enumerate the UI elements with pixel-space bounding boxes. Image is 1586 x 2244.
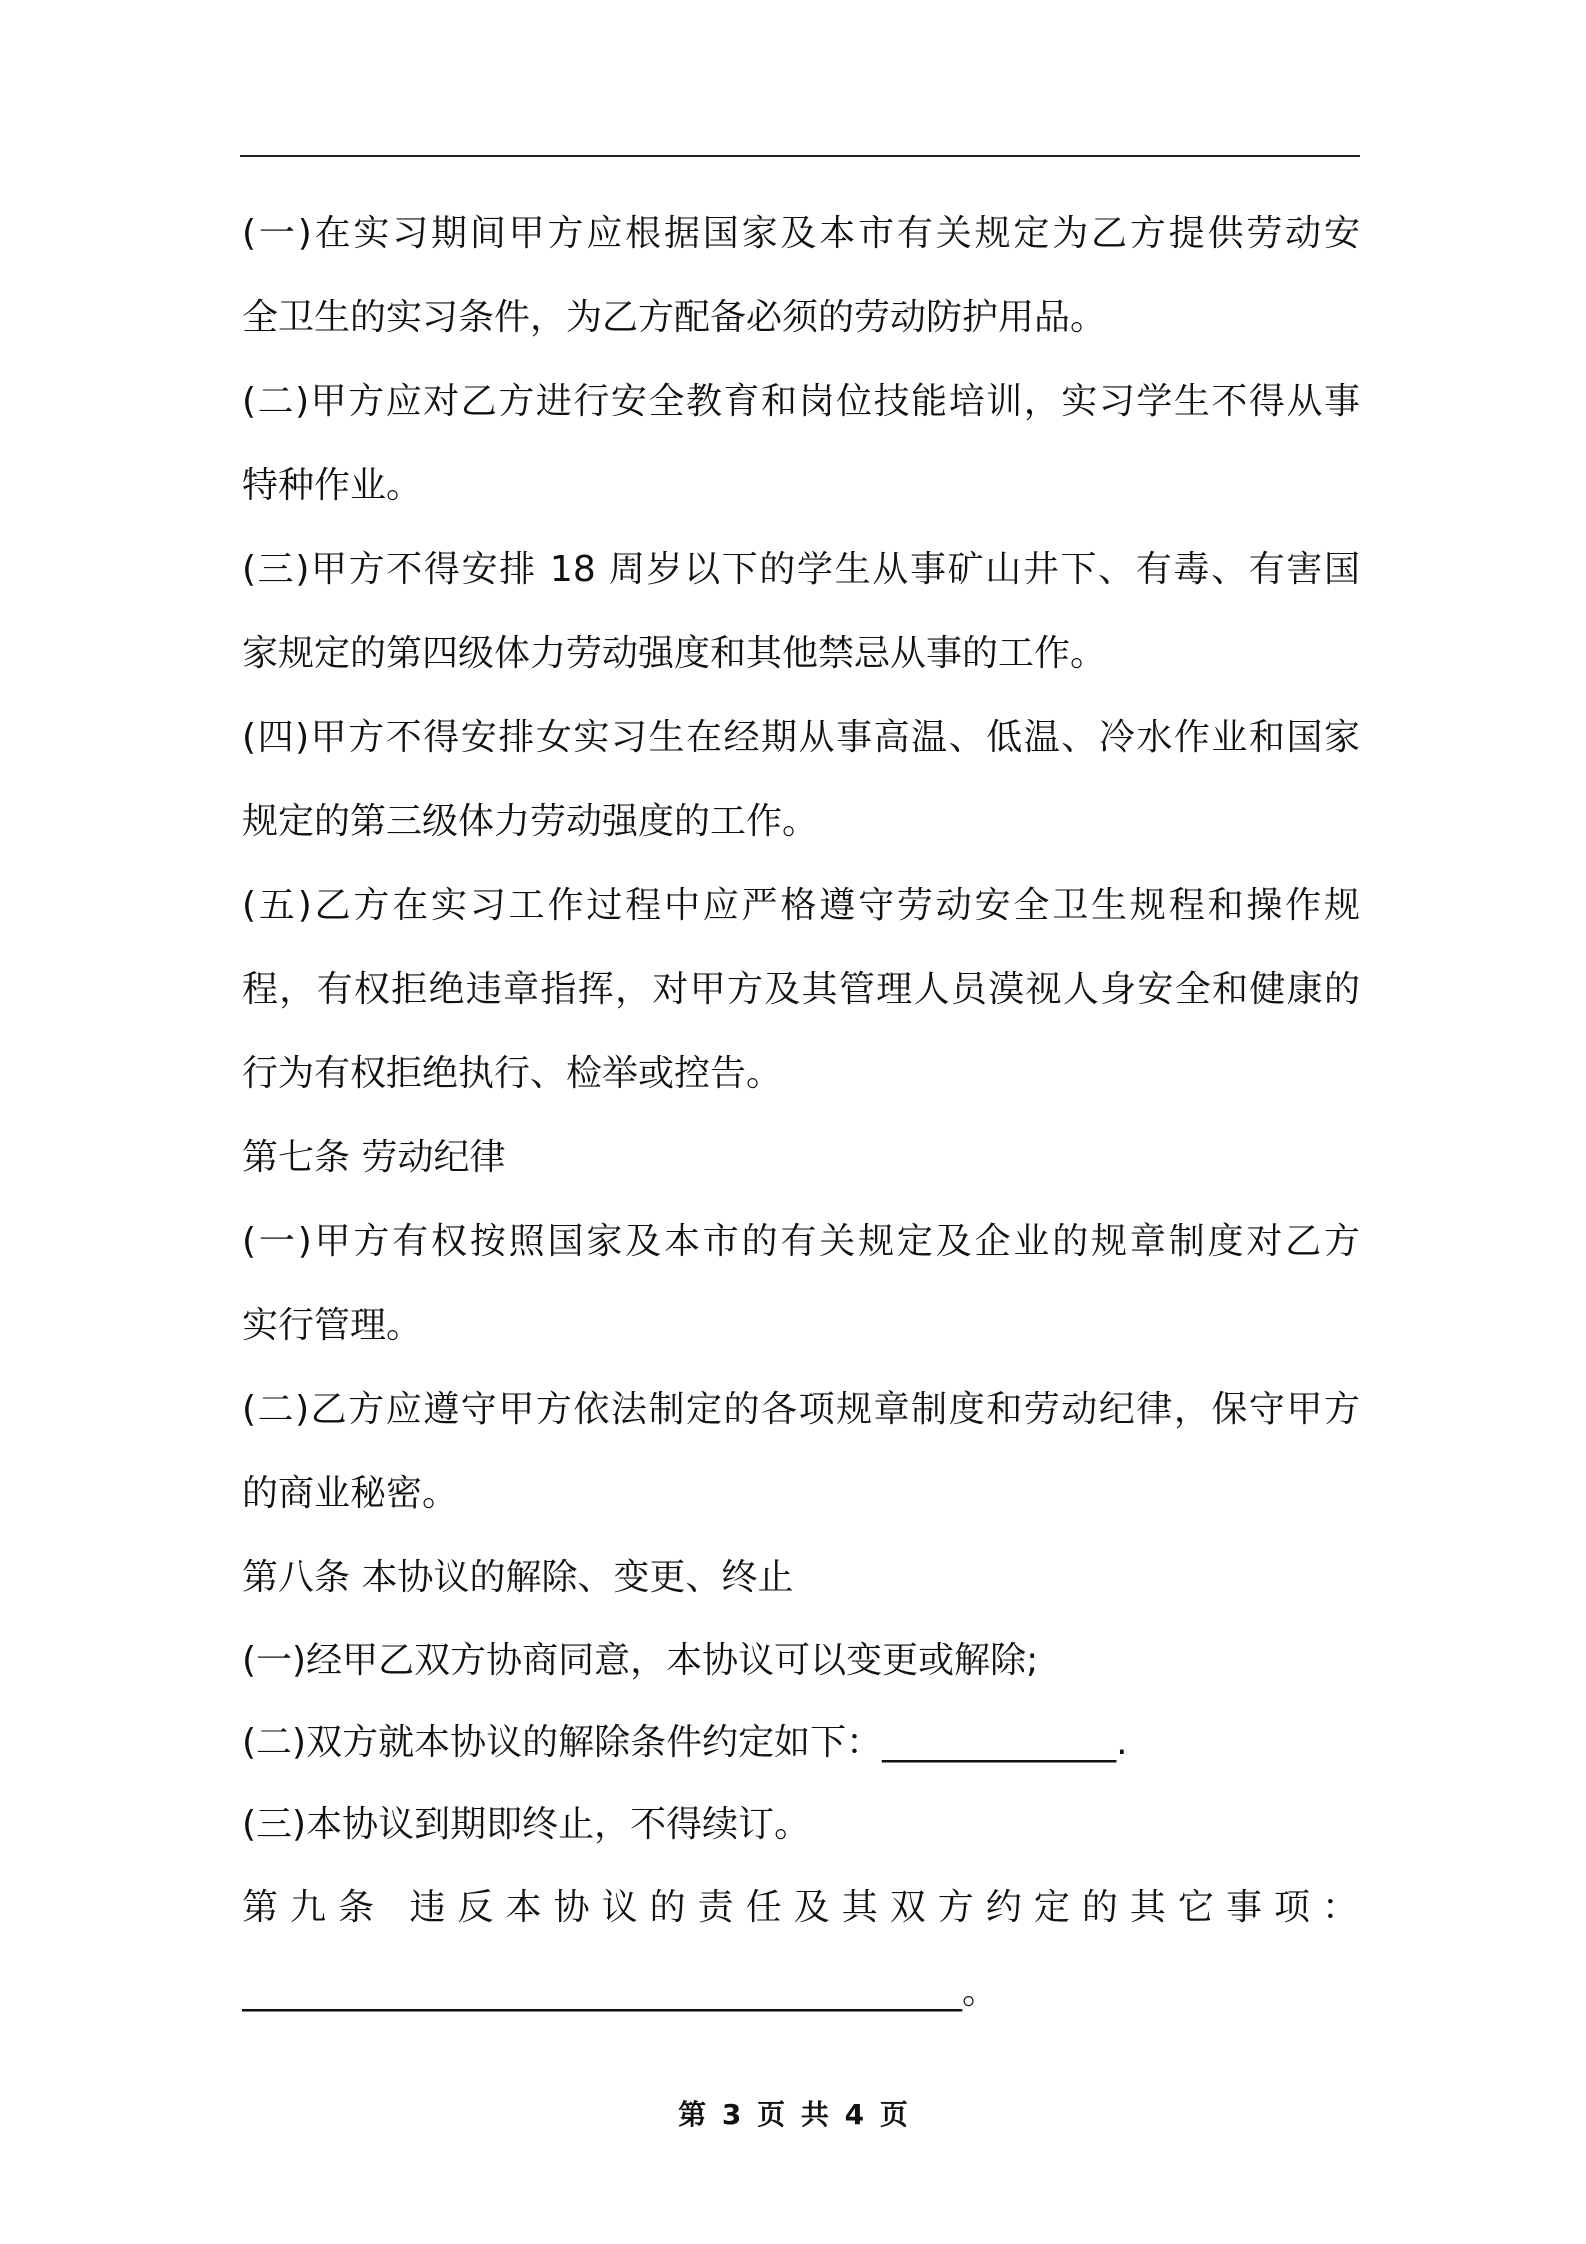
section-heading: 第七条 劳动纪律 <box>242 1137 506 1178</box>
paragraph-line: (二)乙方应遵守甲方依法制定的各项规章制度和劳动纪律，保守甲方 <box>242 1389 1360 1430</box>
paragraph-line: 程，有权拒绝违章指挥，对甲方及其管理人员漠视人身安全和健康的 <box>242 969 1360 1010</box>
paragraph-line: (四)甲方不得安排女实习生在经期从事高温、低温、冷水作业和国家 <box>242 717 1360 758</box>
paragraph-line: (一)经甲乙双方协商同意，本协议可以变更或解除; <box>242 1640 1039 1681</box>
section-heading: 第九条 违反本协议的责任及其双方约定的其它事项： <box>242 1887 1360 1928</box>
blank-fill-line: ________________________________________。 <box>242 1971 998 2012</box>
header-divider <box>240 155 1360 157</box>
page-number: 第 3 页 共 4 页 <box>678 2098 908 2131</box>
paragraph-line: (二)双方就本协议的解除条件约定如下：_____________. <box>242 1722 1128 1763</box>
section-heading: 第八条 本协议的解除、变更、终止 <box>242 1557 794 1598</box>
paragraph-line: (一)在实习期间甲方应根据国家及本市有关规定为乙方提供劳动安 <box>242 213 1360 254</box>
paragraph-line: 特种作业。 <box>242 465 423 506</box>
paragraph-line: 规定的第三级体力劳动强度的工作。 <box>242 801 819 842</box>
paragraph-line: (一)甲方有权按照国家及本市的有关规定及企业的规章制度对乙方 <box>242 1221 1360 1262</box>
paragraph-line: (二)甲方应对乙方进行安全教育和岗位技能培训，实习学生不得从事 <box>242 381 1360 422</box>
document-body <box>242 192 1360 2034</box>
paragraph-line: (三)甲方不得安排 18 周岁以下的学生从事矿山井下、有毒、有害国 <box>242 549 1360 590</box>
paragraph-line: 家规定的第四级体力劳动强度和其他禁忌从事的工作。 <box>242 633 1107 674</box>
paragraph-line: 全卫生的实习条件，为乙方配备必须的劳动防护用品。 <box>242 297 1107 338</box>
paragraph-line: (五)乙方在实习工作过程中应严格遵守劳动安全卫生规程和操作规 <box>242 885 1360 926</box>
paragraph-line: (三)本协议到期即终止，不得续订。 <box>242 1804 811 1845</box>
paragraph-line: 实行管理。 <box>242 1305 423 1346</box>
paragraph-line: 行为有权拒绝执行、检举或控告。 <box>242 1053 783 1094</box>
paragraph-line: 的商业秘密。 <box>242 1473 459 1514</box>
